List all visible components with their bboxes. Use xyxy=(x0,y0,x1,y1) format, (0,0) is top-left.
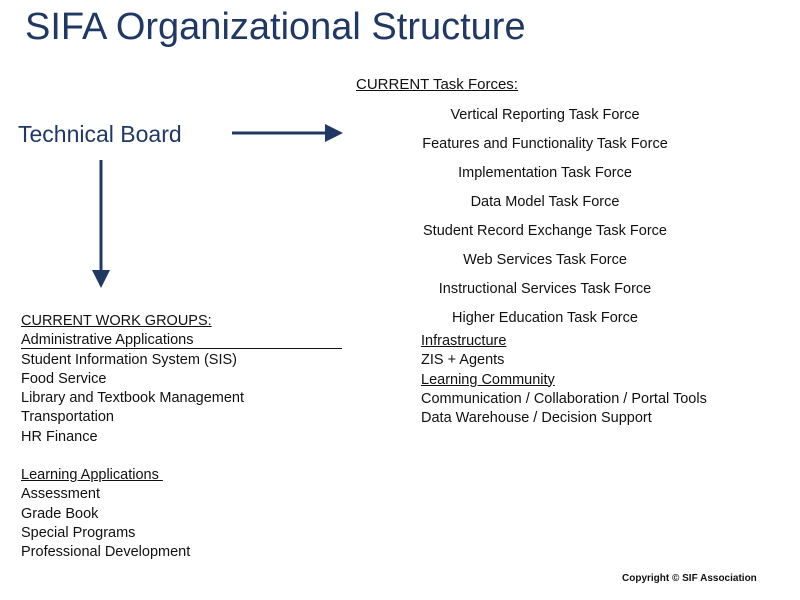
task-forces-header: CURRENT Task Forces: xyxy=(356,76,518,93)
learning-app-item: Assessment xyxy=(21,486,100,503)
task-force-list xyxy=(390,104,700,336)
infrastructure-item: ZIS + Agents xyxy=(421,352,505,369)
task-force-item: Implementation Task Force xyxy=(458,165,632,181)
admin-apps-underline xyxy=(21,348,342,349)
learning-apps-header: Learning Applications xyxy=(21,467,163,483)
work-group-item: HR Finance xyxy=(21,428,98,445)
admin-apps-header: Administrative Applications xyxy=(21,332,194,349)
task-force-item: Features and Functionality Task Force xyxy=(422,136,668,152)
task-force-item: Instructional Services Task Force xyxy=(438,281,652,297)
task-force-item: Web Services Task Force xyxy=(463,252,627,268)
work-group-item: Food Service xyxy=(21,370,107,387)
task-force-item: Vertical Reporting Task Force xyxy=(450,107,640,123)
work-groups-header: CURRENT WORK GROUPS: xyxy=(21,313,212,329)
technical-board-label: Technical Board xyxy=(18,121,182,147)
learning-apps-block xyxy=(21,466,190,562)
learning-app-item: Professional Development xyxy=(21,544,191,561)
infrastructure-block xyxy=(421,332,707,428)
work-groups-block xyxy=(21,312,244,447)
learning-community-header: Learning Community xyxy=(421,371,555,388)
work-group-item: Student Information System (SIS) xyxy=(21,351,237,368)
learning-app-item: Special Programs xyxy=(21,524,136,541)
page-title: SIFA Organizational Structure xyxy=(25,6,526,48)
learning-community-item: Communication / Collaboration / Portal Tools xyxy=(421,390,707,407)
learning-community-item: Data Warehouse / Decision Support xyxy=(421,410,652,427)
work-group-item: Library and Textbook Management xyxy=(21,390,245,407)
work-group-item: Transportation xyxy=(21,409,114,426)
task-force-item: Student Record Exchange Task Force xyxy=(423,223,667,239)
copyright-notice: Copyright © SIF Association xyxy=(622,573,757,584)
learning-app-item: Grade Book xyxy=(21,505,99,522)
task-force-item: Data Model Task Force xyxy=(470,194,620,210)
task-force-item: Higher Education Task Force xyxy=(452,310,638,326)
infrastructure-header: Infrastructure xyxy=(421,333,507,349)
